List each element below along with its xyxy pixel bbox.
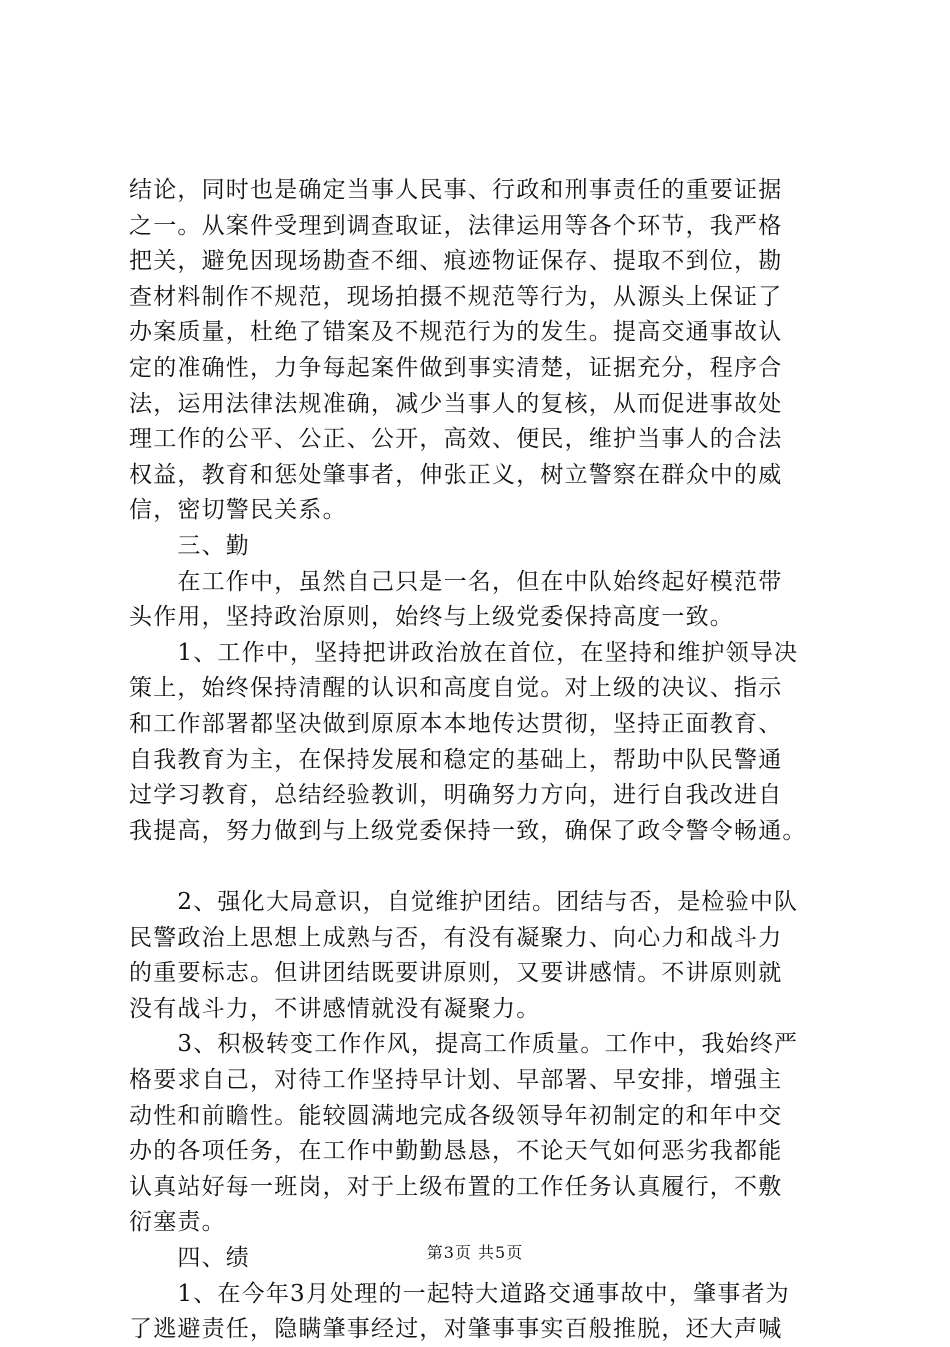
text-line: 信，密切警民关系。 [129,497,347,524]
text-line: 法，运用法律法规准确，减少当事人的复核，从而促进事故处 [129,390,783,417]
text-line: 3、积极转变工作作风，提高工作质量。工作中，我始终严 [129,1031,799,1058]
text-line: 2、强化大局意识，自觉维护团结。团结与否，是检验中队 [129,889,799,915]
text-line: 没有战斗力，不讲感情就没有凝聚力。 [129,995,541,1022]
text-line: 四、绩 [129,1245,250,1271]
text-line: 三、勤 [129,533,250,559]
text-line: 1、在今年3月处理的一起特大道路交通事故中，肇事者为 [129,1280,790,1307]
text-line: 定的准确性，力争每起案件做到事实清楚，证据充分，程序合 [129,355,783,381]
text-line: 1、工作中，坚持把讲政治放在首位，在坚持和维护领导决 [129,639,799,666]
text-line: 查材料制作不规范，现场拍摄不规范等行为，从源头上保证了 [129,283,783,310]
text-line: 过学习教育，总结经验教训，明确努力方向，进行自我改进自 [129,782,783,809]
text-line: 结论，同时也是确定当事人民事、行政和刑事责任的重要证据 [129,177,783,203]
text-line: 之一。从案件受理到调查取证，法律运用等各个环节，我严格 [129,212,783,239]
text-line: 自我教育为主，在保持发展和稳定的基础上，帮助中队民警通 [129,746,783,773]
text-line: 把关，避免因现场勘查不细、痕迹物证保存、提取不到位，勘 [129,248,783,275]
text-line: 和工作部署都坚决做到原原本本地传达贯彻，坚持正面教育、 [129,711,783,737]
text-line: 认真站好每一班岗，对于上级布置的工作任务认真履行，不敷 [129,1173,783,1200]
text-line: 的重要标志。但讲团结既要讲原则，又要讲感情。不讲原则就 [129,960,783,987]
text-line: 格要求自己，对待工作坚持早计划、早部署、早安排，增强主 [129,1067,783,1093]
text-line: 头作用，坚持政治原则，始终与上级党委保持高度一致。 [129,604,734,631]
text-line: 理工作的公平、公正、公开，高效、便民，维护当事人的合法 [129,426,783,453]
text-line: 民警政治上思想上成熟与否，有没有凝聚力、向心力和战斗力 [129,924,783,951]
text-line: 我提高，努力做到与上级党委保持一致，确保了政令警令畅通。 [129,817,807,844]
text-line: 衍塞责。 [129,1209,226,1236]
text-line: 了逃避责任，隐瞒肇事经过，对肇事事实百般推脱，还大声喊 [129,1316,783,1343]
text-line: 办案质量，杜绝了错案及不规范行为的发生。提高交通事故认 [129,319,783,346]
page-footer: 第3页 共5页 [426,1243,524,1262]
text-line: 办的各项任务，在工作中勤勤恳恳，不论天气如何恶劣我都能 [129,1138,783,1165]
text-line: 权益，教育和惩处肇事者，伸张正义，树立警察在群众中的威 [129,461,783,488]
text-line: 动性和前瞻性。能较圆满地完成各级领导年初制定的和年中交 [129,1102,783,1129]
text-line: 策上，始终保持清醒的认识和高度自觉。对上级的决议、指示 [129,675,783,702]
text-line: 在工作中，虽然自己只是一名，但在中队始终起好模范带 [129,568,783,595]
